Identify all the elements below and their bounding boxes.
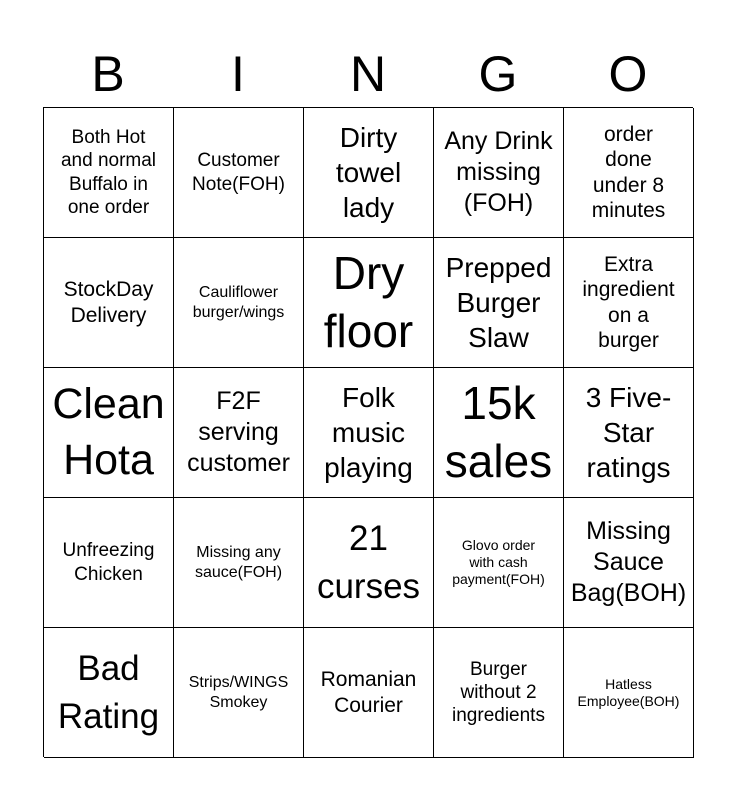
bingo-cell[interactable] [44,238,174,368]
bingo-cell[interactable] [304,628,434,758]
bingo-cell[interactable] [44,628,174,758]
cell-text: 3 Five- Star ratings [585,382,672,483]
cell-text: Unfreezing Chicken [62,540,155,585]
bingo-cell[interactable] [304,498,434,628]
header-letter-o: O [608,46,648,102]
bingo-cell[interactable] [564,498,694,628]
bingo-header [43,42,693,106]
bingo-cell[interactable] [434,238,564,368]
bingo-cell[interactable] [434,368,564,498]
cell-text: Extra ingredient on a burger [582,253,675,352]
bingo-cell[interactable] [434,628,564,758]
bingo-cell[interactable] [304,108,434,238]
bingo-cell[interactable] [564,368,694,498]
cell-text: Burger without 2 ingredients [452,658,545,727]
cell-text: Missing any sauce(FOH) [194,543,283,581]
cell-text: Glovo order with cash payment(FOH) [452,537,545,587]
cell-text: Both Hot and normal Buffalo in one order [60,127,157,218]
cell-text: 15k sales [444,377,553,487]
cell-text: Folk music playing [324,382,413,483]
header-letter-b: B [91,46,125,102]
header-letter-n: N [349,46,387,102]
cell-text: Cauliflower burger/wings [192,283,285,321]
cell-text: Romanian Courier [320,668,417,717]
cell-text: Dry floor [323,247,414,357]
bingo-cell[interactable] [564,108,694,238]
cell-text: F2F serving customer [187,386,290,478]
cell-text: Strips/WINGS Smokey [188,673,289,711]
bingo-grid [43,107,693,757]
bingo-cell[interactable] [44,498,174,628]
cell-text: Hatless Employee(BOH) [577,675,680,709]
bingo-cell[interactable] [304,368,434,498]
bingo-cell[interactable] [564,238,694,368]
cell-text: 21 curses [316,519,421,606]
bingo-cell[interactable] [44,368,174,498]
cell-text: Prepped Burger Slaw [445,252,552,353]
cell-text: order done under 8 minutes [591,123,666,222]
bingo-cell[interactable] [304,238,434,368]
cell-text: Missing Sauce Bag(BOH) [570,516,687,608]
cell-text: StockDay Delivery [63,278,154,327]
bingo-cell[interactable] [174,628,304,758]
bingo-cell[interactable] [434,108,564,238]
bingo-cell[interactable] [44,108,174,238]
cell-text: Clean Hota [52,379,165,484]
cell-text: Dirty towel lady [335,122,402,223]
bingo-cell[interactable] [174,108,304,238]
cell-text: Any Drink missing (FOH) [444,126,553,218]
bingo-cell[interactable] [174,238,304,368]
header-letter-i: I [231,46,245,102]
bingo-cell[interactable] [564,628,694,758]
bingo-cell[interactable] [174,368,304,498]
bingo-cell[interactable] [174,498,304,628]
bingo-cell[interactable] [434,498,564,628]
cell-text: Customer Note(FOH) [192,150,285,195]
cell-text: Bad Rating [57,649,160,736]
header-letter-g: G [478,46,518,102]
